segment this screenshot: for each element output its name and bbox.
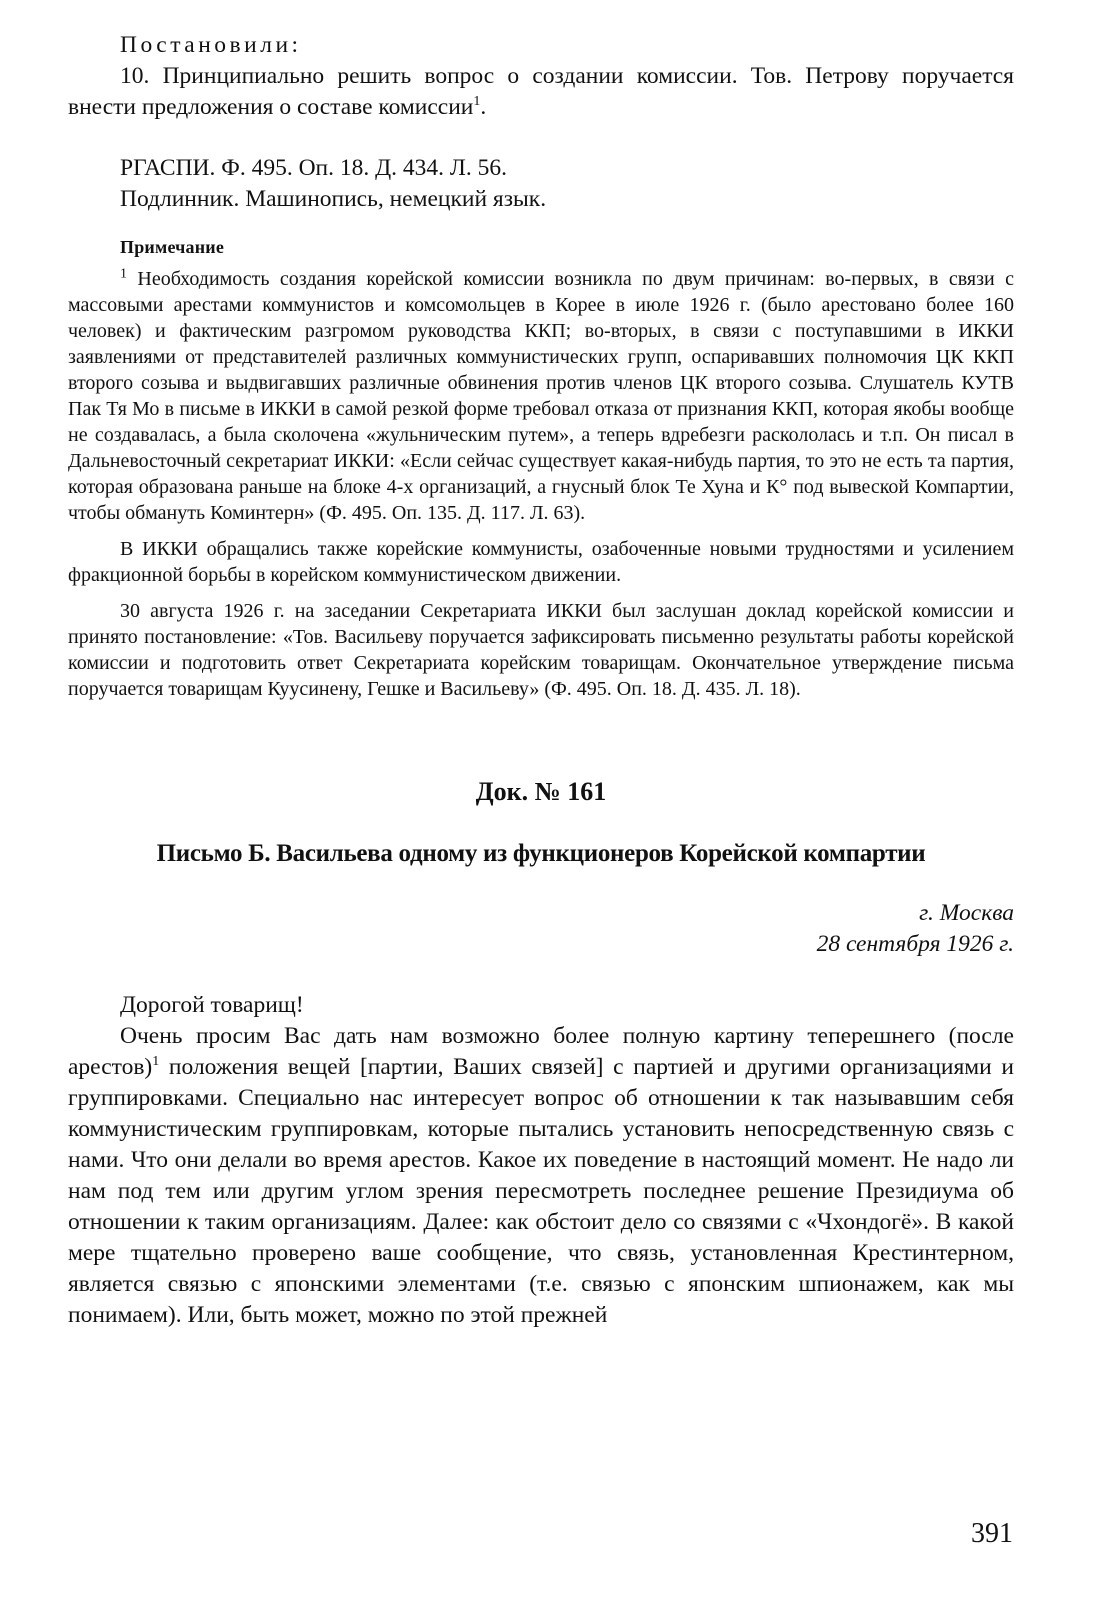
greeting: Дорогой товарищ! (120, 992, 304, 1018)
document-number: Док. № 161 (475, 777, 607, 806)
note-paragraph-3: 30 августа 1926 г. на заседании Секретариата ИККИ был заслушан доклад корейской комиссии и принято постановление: «Тов. Васильеву поручается зафиксировать письменно результаты работы корейской комиссии и подготовить ответ Секретариата корейским товарищам. Окончательное утверждение письма поручается товарищам Куусинену, Гешке и Васильеву» (Ф. 495. Оп. 18. Д. 435. Л. 18). (68, 600, 1014, 700)
note-mark: 1 (120, 266, 127, 282)
decision-item-text: 10. Принципиально решить вопрос о создании комиссии. Тов. Петрову поручается внести предложения о составе комиссии (68, 63, 1014, 120)
letter-footnote-ref: 1 (152, 1054, 160, 1070)
source-block (120, 153, 1014, 215)
document-date: 28 сентября 1926 г. (816, 931, 1014, 957)
document-type: Подлинник. Машинопись, немецкий язык. (120, 186, 547, 212)
document-place: г. Москва (919, 900, 1014, 926)
document-place-date (68, 898, 1014, 960)
footnote-ref: 1 (473, 94, 481, 110)
letter-body-start: Очень просим Вас дать нам возможно более полную картину теперешнего (после арестов) (68, 1023, 1014, 1080)
archive-reference: РГАСПИ. Ф. 495. Оп. 18. Д. 434. Л. 56. (120, 155, 507, 181)
note-paragraph-1-text: Необходимость создания корейской комиссии возникла по двум причинам: во-первых, в связи с массовыми арестами коммунистов и комсомольцев в Корее в июле 1926 г. (было арестовано более 160 человек) и фактическим разгромом руководства ККП; во-вторых, в связи с поступавшими в ИККИ заявлениями от представителей различных коммунистических групп, оспаривавших полномочия ЦК ККП второго созыва и выдвигавших различные обвинения против членов ЦК второго созыва. Слушатель КУТВ Пак Тя Мо в письме в ИККИ в самой резкой форме требовал отказа от признания ККП, которая якобы вообще не создавалась, а была сколочена «жульническим путем», а теперь вдребезги раскололась и т.п. Он писал в Дальневосточный секретариат ИККИ: «Если сейчас существует какая-нибудь партия, то это не есть та партия, которая образована раньше на блоке 4-х организаций, а гнусный блок Те Хуна и К° под вывеской Компартии, чтобы обмануть Коминтерн» (Ф. 495. Оп. 135. Д. 117. Л. 63). (68, 268, 1014, 524)
page-number: 391 (971, 1518, 1013, 1549)
letter-body (68, 1021, 1014, 1331)
document-page (68, 30, 1014, 1331)
decision-item (68, 61, 1014, 123)
note-heading: Примечание (120, 237, 225, 257)
note-paragraph-1 (68, 266, 1014, 526)
document-title: Письмо Б. Васильева одному из функционеров Корейской компартии (156, 840, 926, 867)
decision-item-end: . (480, 94, 487, 120)
letter-body-rest: положения вещей [партии, Ваших связей] с партией и другими организациями и группировками. Специально нас интересует вопрос об отношении к так называвшим себя коммунистическим группировкам, которые пытались установить непосредственную связь с нами. Что они делали во время арестов. Какое их поведение в настоящий момент. Не надо ли нам под тем или другим углом зрения пересмотреть последнее решение Президиума об отношении к таким организациям. Далее: как обстоит дело со связями с «Чхондогё». В какой мере тщательно проверено ваше сообщение, что связь, установленная Крестинтерном, является связью с японскими элементами (т.е. связью с японским шпионажем, как мы понимаем). Или, быть может, можно по этой прежней (68, 1054, 1014, 1328)
decision-heading: Постановили: (120, 32, 302, 58)
note-paragraph-2: В ИККИ обращались также корейские коммунисты, озабоченные новыми трудностями и усилением фракционной борьбы в корейском коммунистическом движении. (68, 538, 1014, 586)
